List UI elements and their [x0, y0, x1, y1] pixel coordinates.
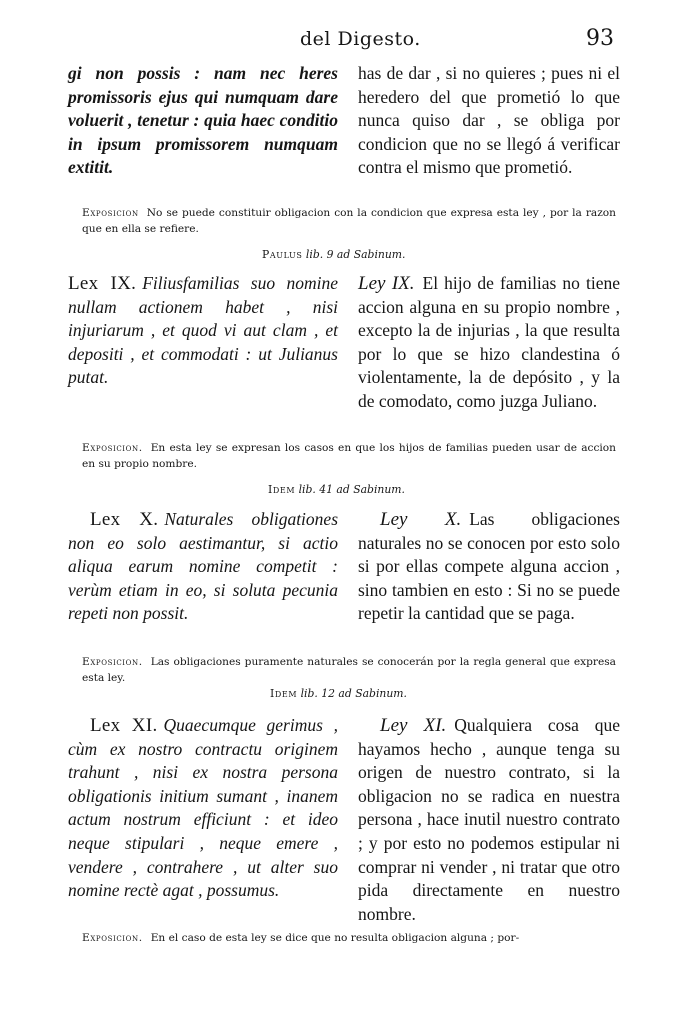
citation	[262, 248, 405, 261]
latin-body: Naturales obligationes non eo solo aestimantur, si actio aliqua earum nomine competit : verùm etiam in eo, si soluta pecunia repeti non possit.	[68, 509, 338, 624]
spanish-text	[358, 272, 620, 414]
section-lex-ix	[68, 272, 620, 414]
citation-source: ad Sabinum.	[336, 248, 406, 261]
exposicion-paragraph	[82, 930, 616, 946]
citation-source: ad Sabinum.	[338, 687, 407, 700]
spanish-text: has de dar , si no quieres ; pues ni el heredero del que prometió lo que nunca quiso dar , se obliga por condicion que no se llegó á verificar contra el mismo que prometió.	[358, 63, 620, 178]
spanish-text	[358, 714, 620, 926]
citation	[270, 687, 407, 700]
exposicion-text: No se puede constituir obligacion con la condicion que expresa esta ley , por la razon que en ella se refiere.	[82, 207, 616, 235]
lex-label: Lex IX.	[68, 273, 137, 294]
exposicion-paragraph	[82, 440, 616, 472]
latin-text	[68, 272, 338, 414]
exposicion-keyword: Exposicion.	[82, 656, 143, 668]
citation-source: ad Sabinum.	[336, 483, 405, 496]
exposicion-keyword: Exposicion.	[82, 932, 143, 944]
exposicion-text: Las obligaciones puramente naturales se conocerán por la regla general que expresa esta ley.	[82, 656, 616, 684]
section-lex-x	[68, 508, 620, 626]
exposicion-keyword: Exposicion	[82, 207, 139, 219]
exposicion-paragraph	[82, 654, 616, 686]
spanish-body: Qualquiera cosa que hayamos hecho , aunque tenga su origen de nuestro contrato, si la obligacion no se radica en nuestra persona , hace inutil nuestro contrato ; y por esto no podemos estipular ni comprar ni vender , ni tratar que otro pida directamente en nuestro nombre.	[358, 715, 620, 924]
citation-author: Idem	[268, 483, 296, 496]
citation-book: lib. 41	[298, 483, 333, 496]
section-lex-xi	[68, 714, 620, 926]
exposicion-text: En esta ley se expresan los casos en que los hijos de familias pueden usar de accion en su propio nombre.	[82, 442, 616, 470]
exposicion-paragraph	[82, 205, 616, 237]
lex-label: Lex X.	[90, 509, 159, 530]
spanish-text	[358, 508, 620, 626]
latin-body: Quaecumque gerimus , cùm ex nostro contractu originem trahunt , nisi ex nostra persona obligationis initium sumant , inanem actum nostrum efficiunt : et ideo neque stipulari , neque emere , vendere , contrahere , ut alter suo nomine rectè agat , possumus.	[68, 715, 339, 901]
citation-book: lib. 9	[305, 248, 334, 261]
citation-author: Paulus	[262, 248, 303, 261]
latin-text	[68, 508, 338, 626]
latin-text	[68, 714, 338, 926]
latin-body: Filiusfamilias suo nomine nullam actionem habet , nisi injuriarum , et quod vi aut clam , et depositi , et commodati : ut Julianus putat.	[68, 273, 338, 388]
page-number: 93	[586, 26, 614, 51]
lex-label: Lex XI.	[90, 715, 158, 736]
running-title: del Digesto.	[300, 28, 421, 50]
latin-text: gi non possis : nam nec heres promissoris ejus qui numquam dare voluerit , tenetur : quia haec conditio in ipsum promissorem numquam extitit.	[68, 63, 338, 178]
spanish-body: El hijo de familias no tiene accion alguna en su propio nombre , excepto la de injurias , la que resulta por lo que se hizo clandestina ó violentamente, la de depósito , y la de comodato, como juzga Juliano.	[358, 273, 620, 411]
citation	[268, 483, 405, 496]
ley-label: Ley XI.	[380, 715, 447, 736]
ley-label: Ley X.	[380, 509, 462, 530]
spanish-body: Las obligaciones naturales no se conocen por esto solo si por ellas compete alguna accion , sino tambien en esto : Si no se puede repetir la cantidad que se paga.	[358, 509, 620, 624]
citation-book: lib. 12	[300, 687, 335, 700]
exposicion-text: En el caso de esta ley se dice que no resulta obligacion alguna ; por-	[150, 932, 520, 944]
citation-author: Idem	[270, 687, 298, 700]
ley-label: Ley IX.	[358, 273, 415, 294]
section-continuation	[68, 62, 620, 180]
exposicion-keyword: Exposicion.	[82, 442, 143, 454]
